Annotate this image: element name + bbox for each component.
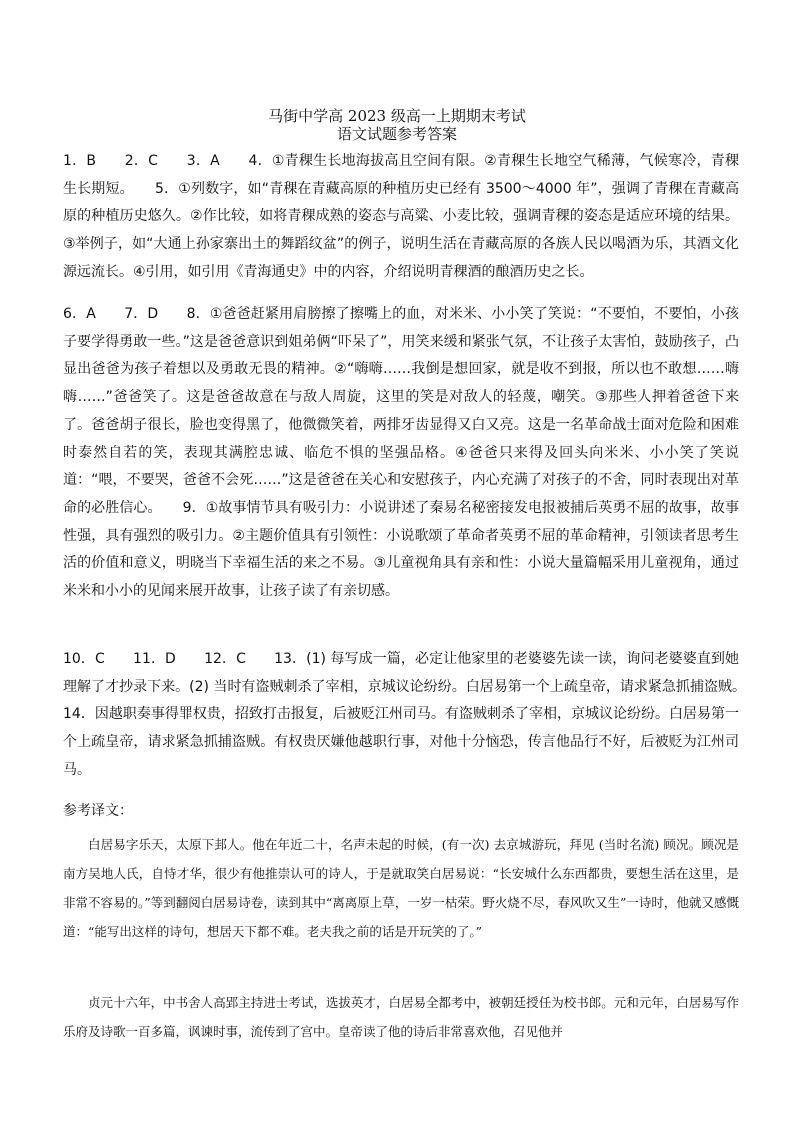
answers-section-2 — [63, 301, 739, 606]
translation-paragraph-2 — [63, 988, 739, 1046]
answers-1-to-5: 1．B 2．C 3．A 4．①青稞生长地海拔高且空间有限。②青稞生长地空气稀薄，气候寒冷，青稞生长期短。 5．①列数字，如“青稞在青藏高原的种植历史已经有 3500～4000 年”，强调了青稞在青藏高原的种植历史悠久。②作比较，如将青稞成熟的姿态与高粱、小麦比较，强调青稞的姿态是适应环境的结果。③举例子，如“大通上孙家寨出土的舞蹈纹盆”的例子，说明生活在青藏高原的各族人民以喝酒为乐，其酒文化源远流长。④引用，如引用《青海通史》中的内容，介绍说明青稞酒的酿酒历史之长。 — [63, 153, 739, 280]
answers-10-to-14: 10．C 11．D 12．C 13．(1) 每写成一篇，必定让他家里的老婆婆先读一读，询问老婆婆直到她理解了才抄录下来。(2) 当时有盗贼刺杀了宰相，京城议论纷纷。白居易第一个上疏皇帝，请求紧急抓捕盗贼。 14．因越职奏事得罪权贵，招致打击报复，后被贬江州司马。有盗贼刺杀了宰相，京城议论纷纷。白居易第一个上疏皇帝，请求紧急抓捕盗贼。有权贵厌嫌他越职行事，对他十分恼恐，传言他品行不好，后被贬为江州司马。 — [63, 651, 767, 778]
answers-section-3 — [63, 646, 767, 785]
exam-subtitle: 语文试题参考答案 — [336, 125, 457, 143]
translation-text-2: 贞元十六年，中书舍人高郢主持进士考试，选拔英才，白居易全都考中，被朝廷授任为校书郎。元和元年，白居易写作乐府及诗歌一百多篇，讽谏时事，流传到了宫中。皇帝读了他的诗后非常喜欢他，召见他并 — [63, 995, 739, 1039]
answers-section-1 — [63, 148, 739, 287]
reference-translation-label: 参考译文： — [63, 803, 133, 819]
exam-title: 马街中学高 2023 级高一上期期末考试 — [268, 107, 526, 125]
answers-6-to-9: 6．A 7．D 8．①爸爸赶紧用肩膀擦了擦嘴上的血，对米米、小小笑了笑说：“不要怕，不要怕，小孩子要学得勇敢一些。”这是爸爸意识到姐弟俩“吓呆了”，用笑来缓和紧张气氛，不让孩子太害怕，鼓励孩子，凸显出爸爸为孩子着想以及勇敢无畏的精神。②“嗨嗨……我倒是想回家，就是收不到报，所以也不敢想……嗨嗨……”爸爸笑了。这是爸爸故意在与敌人周旋，这里的笑是对敌人的轻蔑，嘲笑。③那些人押着爸爸下来了。爸爸胡子很长，脸也变得黑了，他微微笑着，两排牙齿显得又白又亮。这是一名革命战士面对危险和困难时泰然自若的笑，表现其满腔忠诚、临危不惧的坚强品格。④爸爸只来得及回头向米米、小小笑了笑说道：“喂，不要哭，爸爸不会死……”这是爸爸在关心和安慰孩子，内心充满了对孩子的不舍，同时表现出对革命的必胜信心。 9．①故事情节具有吸引力：小说讲述了秦易名秘密接发电报被捕后英勇不屈的故事，故事性强，具有强烈的吸引力。②主题价值具有引领性：小说歌颂了革命者英勇不屈的革命精神，引领读者思考生活的价值和意义，明晓当下幸福生活的来之不易。③儿童视角具有亲和性：小说大量篇幅采用儿童视角，通过米米和小小的见闻来展开故事，让孩子读了有亲切感。 — [63, 306, 739, 600]
translation-text-1: 白居易字乐天，太原下邽人。他在年近二十，名声未起的时候，(有一次) 去京城游玩，拜见 (当时名流) 顾况。顾况是南方吴地人氏，自恃才华，很少有他推崇认可的诗人，于是就取笑白居易说：“长安城什么东西都贵，要想生活在这里，是非常不容易的。”等到翻阅白居易诗卷，读到其中“离离原上草，一岁一枯荣。野火烧不尽，春风吹又生”一诗时，他就又感慨道：“能写出这样的诗句，想居天下都不难。老夫我之前的话是开玩笑的了。” — [63, 837, 739, 939]
translation-paragraph-1 — [63, 830, 739, 946]
